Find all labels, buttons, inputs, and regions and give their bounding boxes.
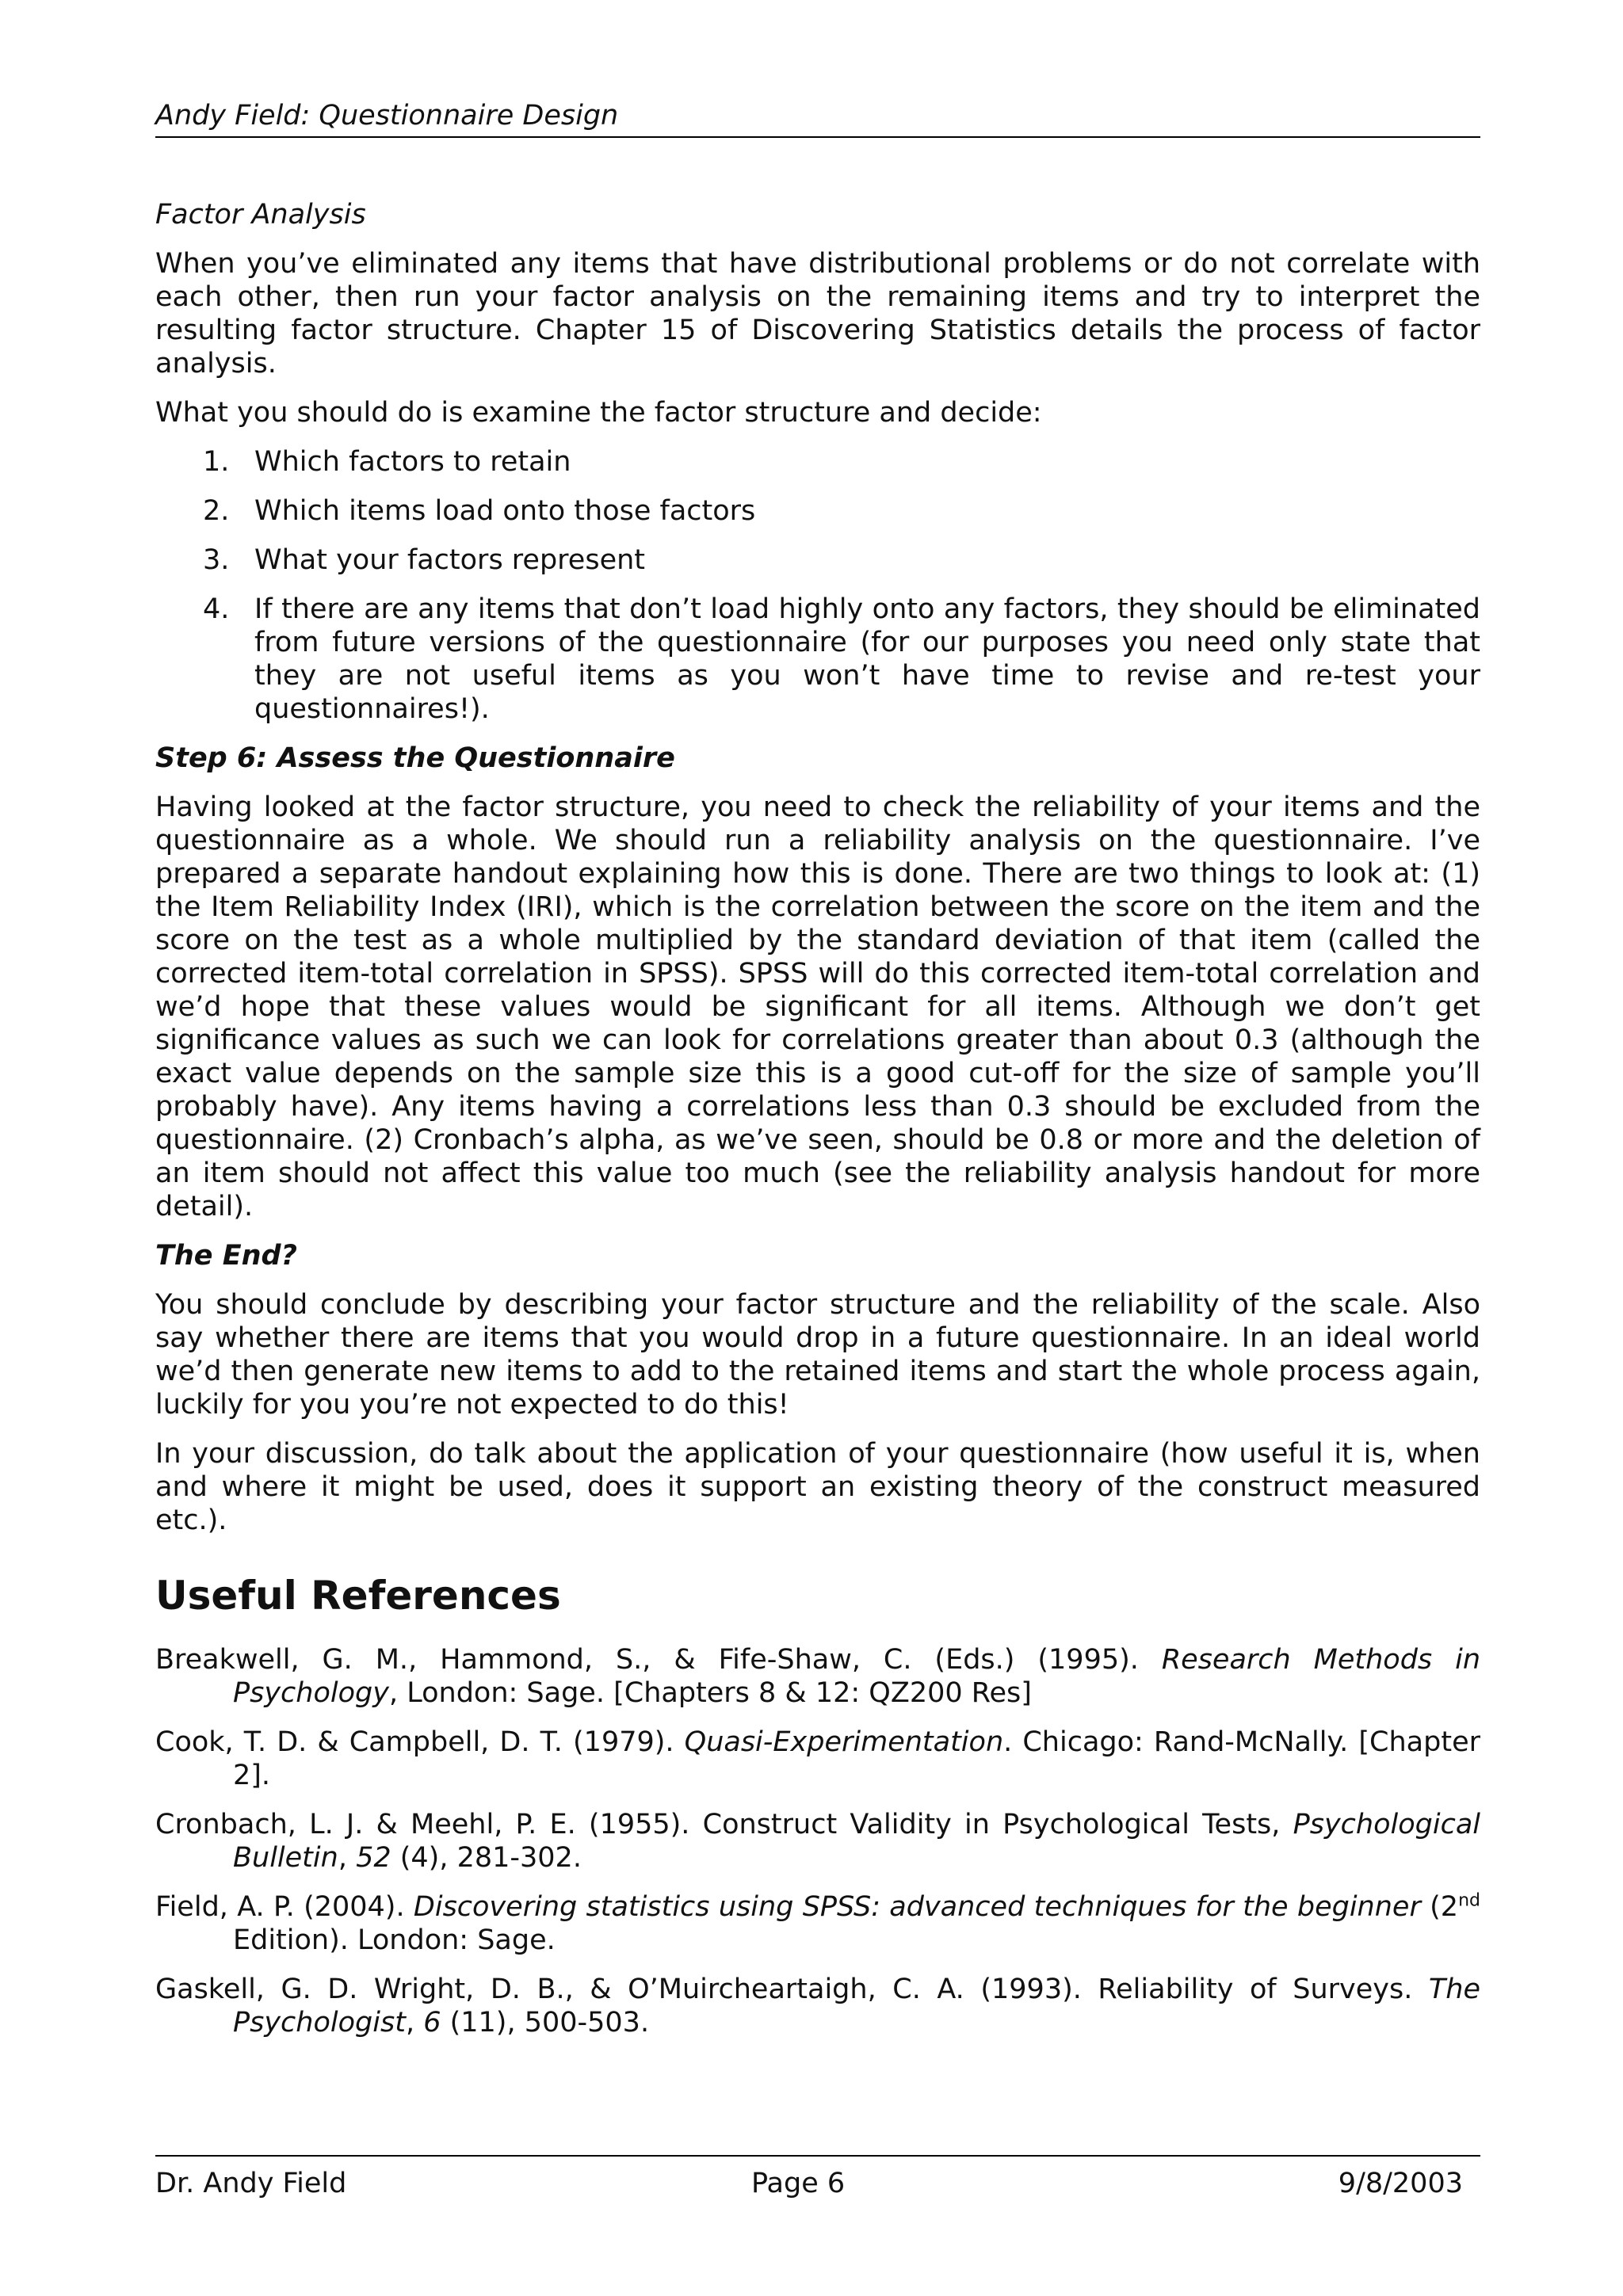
list-item	[155, 494, 1480, 528]
list-item	[155, 543, 1480, 577]
reference-item: Field, A. P. (2004). Discovering statistics using SPSS: advanced techniques for the beginner (2nd Edition). London: Sage.	[155, 1890, 1480, 1956]
list-item-number: 4.	[203, 593, 230, 625]
list-item-number: 3.	[203, 544, 230, 576]
list-item-text: Which items load onto those factors	[254, 495, 756, 527]
factor-decision-list	[155, 445, 1480, 726]
footer-page-number: Page 6	[751, 2168, 846, 2199]
page-header	[155, 98, 1480, 138]
list-item	[155, 593, 1480, 726]
the-end-heading: The End?	[155, 1240, 297, 1272]
reference-item: Breakwell, G. M., Hammond, S., & Fife-Shaw, C. (Eds.) (1995). Research Methods in Psychology, London: Sage. [Chapters 8 & 12: QZ200 Res]	[155, 1644, 1480, 1709]
factor-analysis-heading: Factor Analysis	[155, 199, 366, 231]
list-item-text: If there are any items that don’t load highly onto any factors, they should be eliminated from future versions of the questionnaire (for our purposes you need only state that they are not useful items as you won’t have time to revise and re-test your questionnaires!).	[254, 593, 1480, 725]
references-heading: Useful References	[155, 1573, 561, 1619]
the-end-paragraph-1: You should conclude by describing your factor structure and the reliability of the scale. Also say whether there are items that you would drop in a future questionnaire. In an ideal world we’d then generate new items to add to the retained items and start the whole process again, luckily for you you’re not expected to do this!	[155, 1289, 1480, 1421]
list-item	[155, 445, 1480, 479]
factor-analysis-paragraph-2: What you should do is examine the factor structure and decide:	[155, 397, 1042, 429]
step6-heading: Step 6: Assess the Questionnaire	[155, 742, 675, 774]
footer-date: 9/8/2003	[1338, 2168, 1463, 2199]
list-item-text: Which factors to retain	[254, 446, 571, 478]
document-page	[155, 0, 1480, 2296]
list-item-number: 1.	[203, 446, 230, 478]
step6-paragraph: Having looked at the factor structure, you need to check the reliability of your items and the questionnaire as a whole. We should run a reliability analysis on the questionnaire. I’ve prepared a separate handout explaining how this is done. There are two things to look at: (1) the Item Reliability Index (IRI), which is the correlation between the score on the item and the score on the test as a whole multiplied by the standard deviation of that item (called the corrected item-total correlation in SPSS). SPSS will do this corrected item-total correlation and we’d hope that these values would be significant for all items. Although we don’t get significance values as such we can look for correlations greater than about 0.3 (although the exact value depends on the sample size this is a good cut-off for the size of sample you’ll probably have). Any items having a correlations less than 0.3 should be excluded from the questionnaire. (2) Cronbach’s alpha, as we’ve seen, should be 0.8 or more and the deletion of an item should not affect this value too much (see the reliability analysis handout for more detail).	[155, 791, 1480, 1222]
header-title: Andy Field: Questionnaire Design	[155, 100, 619, 132]
reference-item: Cook, T. D. & Campbell, D. T. (1979). Quasi-Experimentation. Chicago: Rand-McNally. [Chapter 2].	[155, 1726, 1480, 1791]
list-item-number: 2.	[203, 495, 230, 527]
reference-item: Cronbach, L. J. & Meehl, P. E. (1955). Construct Validity in Psychological Tests, Psychological Bulletin, 52 (4), 281-302.	[155, 1809, 1480, 1874]
footer-author: Dr. Andy Field	[155, 2168, 347, 2199]
list-item-text: What your factors represent	[254, 544, 646, 576]
reference-item: Gaskell, G. D. Wright, D. B., & O’Muircheartaigh, C. A. (1993). Reliability of Surveys. The Psychologist, 6 (11), 500-503.	[155, 1974, 1480, 2039]
page-content	[155, 198, 1480, 2055]
the-end-paragraph-2: In your discussion, do talk about the application of your questionnaire (how useful it is, when and where it might be used, does it support an existing theory of the construct measured etc.).	[155, 1438, 1480, 1536]
page-footer	[155, 2155, 1480, 2199]
factor-analysis-paragraph-1: When you’ve eliminated any items that have distributional problems or do not correlate with each other, then run your factor analysis on the remaining items and try to interpret the resulting factor structure. Chapter 15 of Discovering Statistics details the process of factor analysis.	[155, 248, 1480, 379]
